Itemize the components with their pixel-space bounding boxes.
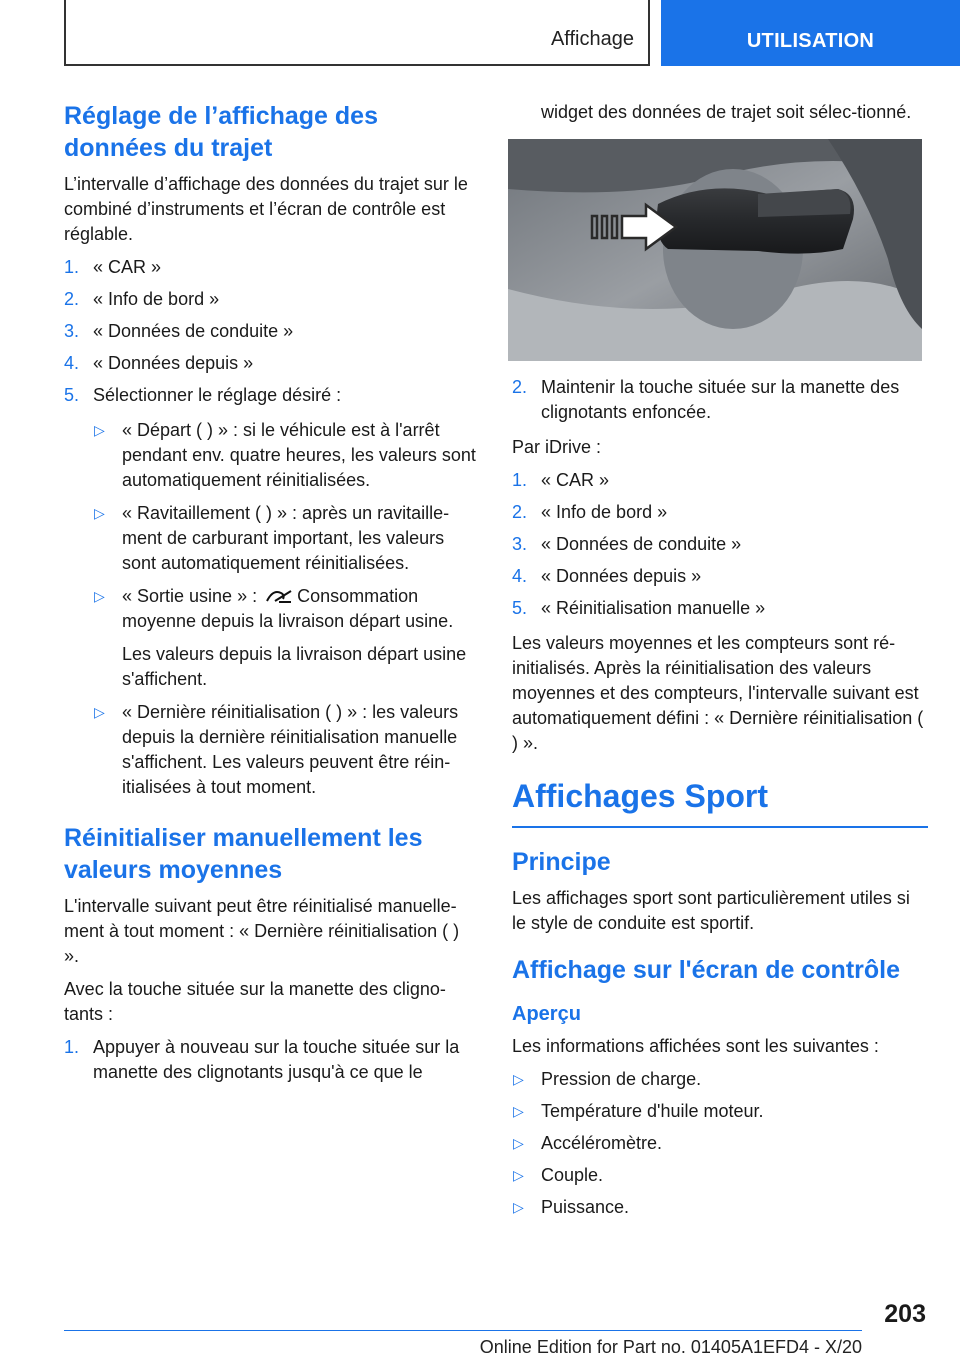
option-sortie-usine-note: Les valeurs depuis la livraison départ usine s'affichent.	[122, 644, 467, 689]
list-item	[64, 319, 478, 344]
step-text: « CAR »	[93, 257, 162, 277]
list-item	[512, 1195, 928, 1220]
list-item	[512, 564, 928, 589]
heading-manual-reset: Réinitialiser manuellement les valeurs moyennes	[64, 824, 423, 884]
list-item	[512, 1163, 928, 1188]
step-number: 4.	[64, 353, 80, 373]
footer-divider	[64, 1330, 862, 1331]
heading-trip-display: Réglage de l’affichage des données du trajet	[64, 102, 378, 162]
step-number: 3.	[512, 534, 528, 554]
option-depart: « Départ ( ) » : si le véhicule est à l'arrêt pendant env. quatre heures, les valeurs sont automatiquement réinitialisées.	[122, 420, 476, 490]
step-number: 1.	[64, 1037, 80, 1057]
left-column	[64, 100, 478, 1095]
step-text: Appuyer à nouveau sur la touche située sur la manette des clignotants jusqu'à ce que le	[93, 1037, 460, 1082]
step-text: Maintenir la touche située sur la manette des clignotants enfoncée.	[541, 377, 900, 422]
list-item	[64, 351, 478, 376]
step-number: 1.	[512, 470, 528, 490]
step-text: « Données de conduite »	[541, 534, 742, 554]
idrive-intro: Par iDrive :	[512, 437, 602, 457]
list-item	[512, 1131, 928, 1156]
heading-overview: Aperçu	[512, 1003, 581, 1025]
step-number: 1.	[64, 257, 80, 277]
step-number: 4.	[512, 566, 528, 586]
heading-principle: Principe	[512, 848, 611, 876]
consumption-icon	[265, 588, 293, 604]
overview-intro: Les informations affichées sont les suivantes :	[512, 1036, 879, 1056]
list-item	[93, 584, 478, 692]
list-item	[93, 418, 478, 493]
triangle-bullet-icon: ▷	[513, 1199, 524, 1215]
turn-signal-stalk-photo	[508, 139, 922, 361]
trip-steps-list	[64, 255, 478, 408]
option-ravitaillement: « Ravitaillement ( ) » : après un ravitaille‐ment de carburant important, les valeurs sont automatiquement réinitialisées.	[122, 503, 450, 573]
step-number: 5.	[512, 598, 528, 618]
triangle-bullet-icon: ▷	[513, 1071, 524, 1087]
triangle-bullet-icon: ▷	[94, 422, 105, 438]
option-sortie-usine-desc: Consommation moyenne depuis la livraison départ usine.	[122, 586, 454, 631]
reset-intro: L'intervalle suivant peut être réinitialisé manuelle‐ment à tout moment : « Dernière réinitialisation ( ) ».	[64, 896, 460, 966]
triangle-bullet-icon: ▷	[513, 1135, 524, 1151]
idrive-steps-list	[512, 468, 928, 621]
step-number: 2.	[512, 502, 528, 522]
step-text: Sélectionner le réglage désiré :	[93, 385, 342, 405]
list-item	[512, 1099, 928, 1124]
step-number: 2.	[64, 289, 80, 309]
reset-result: Les valeurs moyennes et les compteurs sont ré‐initialisés. Après la réinitialisation des valeurs moyennes et des compteurs, l'intervalle suivant est automatiquement défini : « Dernière réinitialisation ( ) ».	[512, 633, 924, 753]
step-text: « CAR »	[541, 470, 610, 490]
reset-steps-list	[64, 1035, 478, 1085]
heading-control-display: Affichage sur l'écran de contrôle	[512, 956, 900, 984]
interval-options-list	[93, 418, 478, 800]
header-section-box	[64, 0, 650, 66]
step-number: 3.	[64, 321, 80, 341]
list-item	[512, 532, 928, 557]
principle-text: Les affichages sport sont particulièrement utiles si le style de conduite est sportif.	[512, 888, 910, 933]
list-item	[512, 468, 928, 493]
header-section-title: Affichage	[550, 28, 634, 50]
reset-with-stalk: Avec la touche située sur la manette des cligno‐tants :	[64, 979, 446, 1024]
step-continuation: widget des données de trajet soit sélec‐tionné.	[541, 102, 912, 122]
step-number: 2.	[512, 377, 528, 397]
list-item	[64, 1035, 478, 1085]
option-sortie-usine: « Sortie usine » :	[122, 586, 258, 606]
info-item: Accéléromètre.	[541, 1133, 663, 1153]
step-text: « Données depuis »	[541, 566, 702, 586]
edition-text: Online Edition for Part no. 01405A1EFD4 - X/20	[479, 1337, 862, 1357]
step-text: « Données de conduite »	[93, 321, 294, 341]
list-item	[512, 596, 928, 621]
info-item: Température d'huile moteur.	[541, 1101, 764, 1121]
info-item: Pression de charge.	[541, 1069, 702, 1089]
list-item	[512, 1067, 928, 1092]
step-number: 5.	[64, 385, 80, 405]
header-chapter-tab	[661, 0, 960, 66]
list-item	[64, 287, 478, 312]
list-item	[64, 383, 478, 408]
list-item	[93, 501, 478, 576]
step-text: « Info de bord »	[541, 502, 668, 522]
list-item	[512, 375, 928, 425]
overview-list	[512, 1067, 928, 1220]
triangle-bullet-icon: ▷	[94, 588, 105, 604]
option-derniere-reinit: « Dernière réinitialisation ( ) » : les valeurs depuis la dernière réinitialisation manuelle s'affichent. Les valeurs peuvent être réin‐itialisées à tout moment.	[122, 702, 459, 797]
right-column	[512, 100, 928, 1230]
triangle-bullet-icon: ▷	[94, 505, 105, 521]
trip-intro: L’intervalle d’affichage des données du trajet sur le combiné d’instruments et l’écran de contrôle est réglable.	[64, 174, 468, 244]
stalk-steps-list	[512, 375, 928, 425]
footer-edition	[0, 1337, 862, 1358]
page-number: 203	[884, 1300, 926, 1328]
triangle-bullet-icon: ▷	[94, 704, 105, 720]
list-item	[64, 255, 478, 280]
triangle-bullet-icon: ▷	[513, 1167, 524, 1183]
triangle-bullet-icon: ▷	[513, 1103, 524, 1119]
list-item	[93, 700, 478, 800]
step-text: « Info de bord »	[93, 289, 220, 309]
step-text: « Réinitialisation manuelle »	[541, 598, 766, 618]
step-text: « Données depuis »	[93, 353, 254, 373]
info-item: Couple.	[541, 1165, 604, 1185]
heading-sport-displays: Affichages Sport	[512, 776, 928, 828]
list-item	[512, 500, 928, 525]
header-chapter-label: UTILISATION	[746, 30, 875, 52]
info-item: Puissance.	[541, 1197, 630, 1217]
